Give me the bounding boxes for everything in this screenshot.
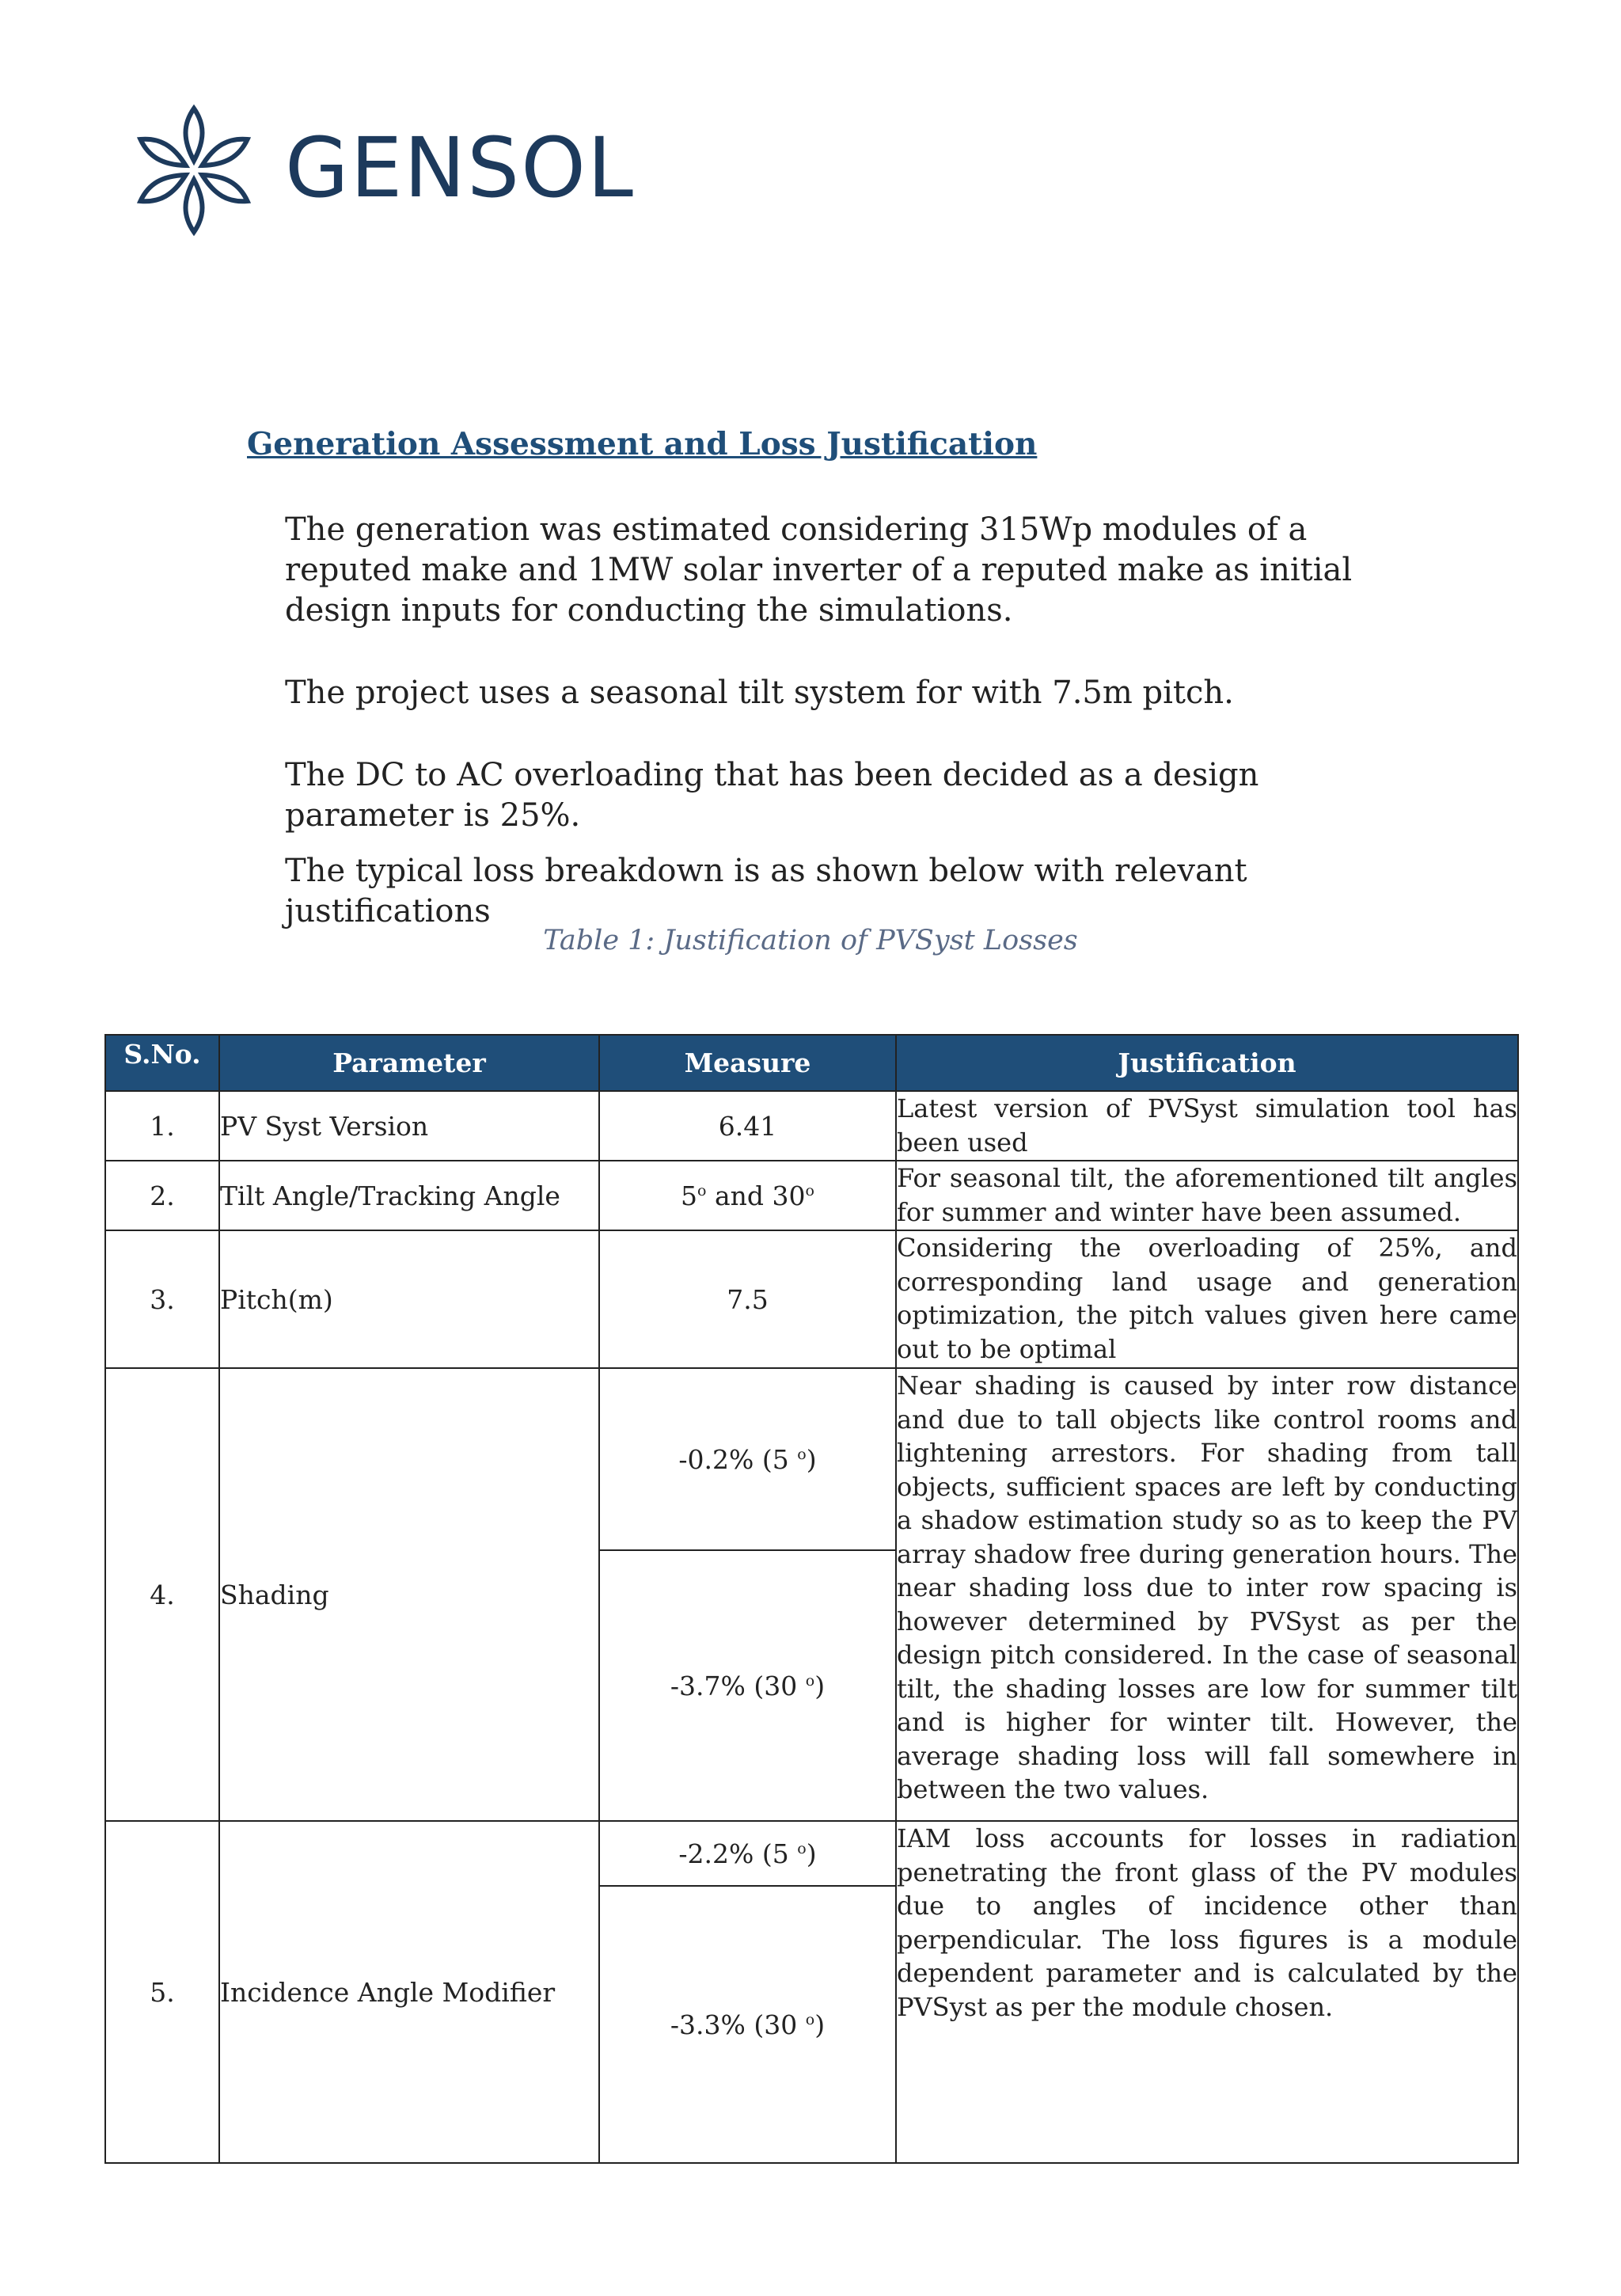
measure-close: ) — [814, 1670, 826, 1701]
row-justification: For seasonal tilt, the aforementioned tilt angles for summer and winter have been assumed. — [896, 1161, 1518, 1230]
row-justification: Latest version of PVSyst simulation tool has been used — [896, 1091, 1518, 1161]
measure-summer-angle: 5 — [681, 1180, 698, 1211]
intro-paragraph: The DC to AC overloading that has been decided as a design parameter is 25%. — [285, 757, 1259, 834]
flower-logo-icon — [127, 103, 269, 238]
section-heading: Generation Assessment and Loss Justification — [247, 426, 1038, 462]
row-measure: 6.41 — [599, 1091, 896, 1161]
table-row — [105, 1161, 1518, 1230]
row-justification: Near shading is caused by inter row distance and due to tall objects like control rooms and lightening arrestors. For shading from tall objects, sufficient spaces are left by conducting a shadow estimation study so as to keep the PV array shadow free during generation hours. The near shading loss due to inter row spacing is however determined by PVSyst as per the design pitch considered. In the case of seasonal tilt, the shading losses are low for summer tilt and is higher for winter tilt. However, the average shading loss will fall somewhere in between the two values. — [896, 1368, 1518, 1821]
row-parameter: Pitch(m) — [219, 1230, 599, 1368]
header-sno: S.No. — [105, 1035, 219, 1091]
degree-unit: o — [805, 2010, 815, 2028]
header-parameter: Parameter — [219, 1035, 599, 1091]
measure-value: -0.2% (5 — [678, 1443, 789, 1475]
table-row — [105, 1230, 1518, 1368]
row-justification: IAM loss accounts for losses in radiation penetrating the front glass of the PV modules due to angles of incidence other than perpendicular. The loss figures is a module dependent parameter and is calculated by the PVSyst as per the module chosen. — [896, 1821, 1518, 2163]
loss-justification-table — [104, 1034, 1519, 2164]
measure-close: ) — [806, 1838, 817, 1869]
row-parameter: Incidence Angle Modifier — [219, 1821, 599, 2163]
row-justification: Considering the overloading of 25%, and corresponding land usage and generation optimization, the pitch values given here came out to be optimal — [896, 1230, 1518, 1368]
header-measure: Measure — [599, 1035, 896, 1091]
measure-close: ) — [814, 2009, 826, 2040]
measure-value: -3.7% (30 — [670, 1670, 798, 1701]
degree-unit: o — [805, 1671, 815, 1690]
degree-unit: o — [797, 1445, 807, 1463]
row-measure — [599, 1161, 896, 1230]
header-justification: Justification — [896, 1035, 1518, 1091]
row-measure: 7.5 — [599, 1230, 896, 1368]
row-parameter: Shading — [219, 1368, 599, 1821]
row-measure-summer — [599, 1821, 896, 1886]
table-header-row — [105, 1035, 1518, 1091]
company-logo — [127, 103, 635, 238]
table-caption: Table 1: Justification of PVSyst Losses — [543, 925, 1078, 956]
intro-paragraph: The generation was estimated considering 315Wp modules of a reputed make and 1MW solar inverter of a reputed make as initial design inputs for conducting the simulations. — [285, 511, 1353, 629]
degree-unit: o — [805, 1181, 814, 1199]
intro-paragraph: The project uses a seasonal tilt system for with 7.5m pitch. — [285, 675, 1234, 711]
table-row — [105, 1368, 1518, 1550]
row-parameter: PV Syst Version — [219, 1091, 599, 1161]
measure-close: ) — [806, 1443, 817, 1475]
table-row — [105, 1821, 1518, 1886]
row-measure-winter — [599, 1886, 896, 2163]
measure-winter-angle: and 30 — [706, 1180, 806, 1211]
row-measure-winter — [599, 1550, 896, 1821]
row-sno: 1. — [105, 1091, 219, 1161]
row-sno: 3. — [105, 1230, 219, 1368]
row-sno: 5. — [105, 1821, 219, 2163]
brand-name: GENSOL — [285, 120, 635, 216]
degree-unit: o — [697, 1181, 707, 1199]
row-parameter: Tilt Angle/Tracking Angle — [219, 1161, 599, 1230]
row-measure-summer — [599, 1368, 896, 1550]
row-sno: 2. — [105, 1161, 219, 1230]
table-row — [105, 1091, 1518, 1161]
measure-value: -3.3% (30 — [670, 2009, 798, 2040]
measure-value: -2.2% (5 — [678, 1838, 789, 1869]
degree-unit: o — [797, 1839, 807, 1857]
row-sno: 4. — [105, 1368, 219, 1821]
intro-paragraph: The typical loss breakdown is as shown below with relevant justifications — [285, 853, 1247, 929]
